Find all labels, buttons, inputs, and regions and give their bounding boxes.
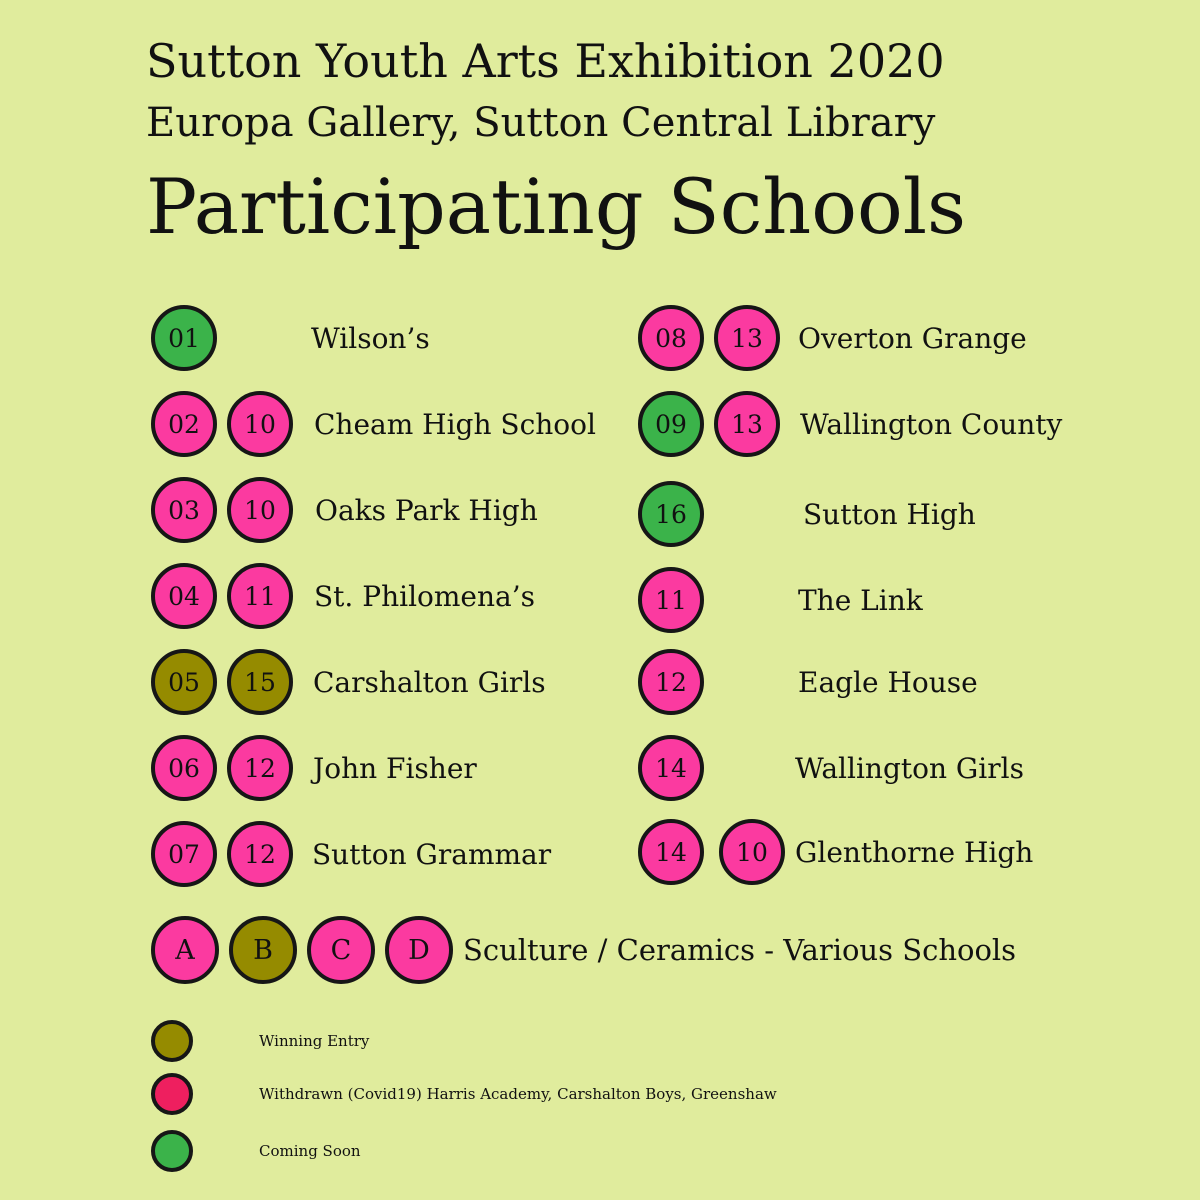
school-row (638, 735, 1024, 801)
school-row (638, 391, 1063, 457)
school-badges (151, 477, 303, 543)
number-badge: 07 (151, 821, 217, 887)
legend-label: Winning Entry (259, 1032, 370, 1050)
school-name: Wilson’s (311, 321, 430, 355)
school-badges (638, 481, 714, 547)
number-badge: 13 (714, 391, 780, 457)
sculpture-row (151, 915, 1017, 985)
school-row (638, 567, 923, 633)
number-badge: 02 (151, 391, 217, 457)
number-badge: 11 (227, 563, 293, 629)
number-badge: 04 (151, 563, 217, 629)
school-badges (638, 819, 800, 885)
legend-label: Withdrawn (Covid19) Harris Academy, Carshalton Boys, Greenshaw (259, 1085, 777, 1103)
number-badge: 14 (638, 735, 704, 801)
number-badge: 03 (151, 477, 217, 543)
number-badge: 01 (151, 305, 217, 371)
legend-item (151, 1073, 777, 1115)
number-badge: 10 (719, 819, 785, 885)
number-badge: 10 (227, 477, 293, 543)
school-badges (638, 305, 790, 371)
exhibition-title: Sutton Youth Arts Exhibition 2020 (146, 34, 945, 88)
number-badge: 11 (638, 567, 704, 633)
school-name: Wallington Girls (795, 751, 1024, 785)
school-name: The Link (798, 583, 923, 617)
school-row (151, 563, 535, 629)
number-badge: D (385, 916, 453, 984)
school-name: Sutton High (803, 497, 976, 531)
school-row (151, 735, 477, 801)
school-row (151, 821, 552, 887)
school-name: St. Philomena’s (314, 579, 535, 613)
school-name: Carshalton Girls (313, 665, 546, 699)
number-badge: 12 (227, 735, 293, 801)
legend-label: Coming Soon (259, 1142, 361, 1160)
school-name: Sutton Grammar (312, 837, 552, 871)
school-name: Cheam High School (314, 407, 596, 441)
number-badge: 05 (151, 649, 217, 715)
number-badge: A (151, 916, 219, 984)
number-badge: 14 (638, 819, 704, 885)
number-badge: 08 (638, 305, 704, 371)
school-name: Eagle House (798, 665, 978, 699)
number-badge: C (307, 916, 375, 984)
number-badge: 12 (638, 649, 704, 715)
school-badges (151, 649, 303, 715)
number-badge: 09 (638, 391, 704, 457)
school-row (151, 477, 538, 543)
school-row (151, 305, 430, 371)
school-name: Wallington County (800, 407, 1063, 441)
school-row (151, 649, 546, 715)
school-badges (638, 735, 714, 801)
school-badges (151, 305, 227, 371)
school-row (638, 481, 976, 547)
school-badges (151, 821, 303, 887)
number-badge: B (229, 916, 297, 984)
school-row (638, 819, 1034, 885)
school-badges (151, 563, 303, 629)
legend-item (151, 1130, 361, 1172)
legend-swatch (151, 1130, 193, 1172)
school-badges (151, 391, 303, 457)
school-badges (151, 735, 303, 801)
school-row (638, 305, 1027, 371)
school-name: John Fisher (313, 751, 477, 785)
legend-swatch (151, 1073, 193, 1115)
school-name: Oaks Park High (315, 493, 538, 527)
number-badge: 15 (227, 649, 293, 715)
number-badge: 06 (151, 735, 217, 801)
school-row (638, 649, 978, 715)
sculpture-label: Sculture / Ceramics - Various Schools (463, 933, 1017, 967)
number-badge: 10 (227, 391, 293, 457)
school-name: Glenthorne High (795, 835, 1034, 869)
legend-swatch (151, 1020, 193, 1062)
school-name: Overton Grange (798, 321, 1027, 355)
page-heading: Participating Schools (146, 162, 967, 251)
school-row (151, 391, 596, 457)
school-badges (638, 567, 714, 633)
number-badge: 12 (227, 821, 293, 887)
number-badge: 13 (714, 305, 780, 371)
school-badges (638, 391, 790, 457)
venue-subtitle: Europa Gallery, Sutton Central Library (146, 100, 936, 146)
number-badge: 16 (638, 481, 704, 547)
sculpture-badges (151, 916, 463, 984)
school-badges (638, 649, 714, 715)
legend-item (151, 1020, 370, 1062)
